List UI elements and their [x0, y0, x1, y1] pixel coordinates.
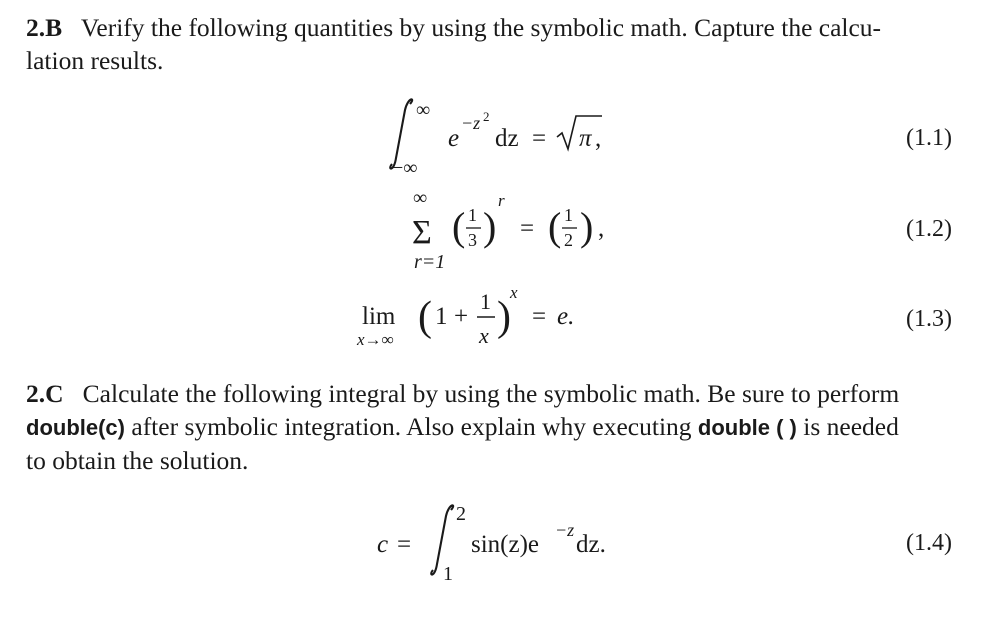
left-paren-2: ( [548, 204, 562, 249]
right-paren-2: ) [580, 204, 594, 249]
section-c-paragraph [26, 377, 954, 477]
integrand-exponent-power: 2 [483, 109, 490, 124]
sum-sigma: Σ [412, 214, 432, 251]
fraction-1-numerator: 1 [468, 205, 477, 225]
sqrt-argument: π [579, 125, 592, 152]
section-b-text-line1: Verify the following quantities by using the symbolic math. Capture the calcu- [80, 13, 882, 42]
integral-upper-limit: ∞ [416, 99, 431, 121]
right-paren-1: ) [483, 204, 497, 249]
equals-sign: = [520, 215, 535, 242]
integral-upper-limit: 2 [456, 503, 466, 525]
equation-number-1-2: (1.2) [906, 216, 952, 242]
code-double-c: double(c) [26, 415, 125, 440]
trailing-comma: , [598, 215, 605, 242]
equation-1-2 [398, 188, 638, 268]
left-paren: ( [418, 294, 432, 340]
fraction-numerator: 1 [480, 289, 491, 314]
integrand-exponent: −z [555, 520, 575, 540]
sum-exponent: r [498, 191, 505, 210]
equation-number-1-1: (1.1) [906, 125, 952, 151]
limit-rhs: e. [557, 303, 575, 330]
limit-operator: lim [362, 303, 396, 330]
trailing-comma: , [595, 125, 602, 152]
equation-1-1 [380, 96, 640, 176]
section-c-text-1: Calculate the following integral by using the symbolic math. Be sure to perform [82, 379, 900, 408]
lhs-variable: c [377, 531, 389, 558]
equation-1-3 [352, 282, 612, 362]
differential: dz [495, 125, 519, 152]
integrand-base: e [448, 125, 460, 152]
differential: dz. [576, 531, 606, 558]
equation-number-1-4: (1.4) [906, 530, 952, 556]
section-c-number: 2.C [26, 379, 64, 408]
integrand-exponent: −z [461, 113, 481, 133]
right-paren: ) [497, 294, 511, 340]
integral-lower-limit: 1 [443, 563, 453, 580]
sum-lower-limit: r=1 [414, 251, 446, 268]
integrand: sin(z)e [471, 531, 540, 558]
section-c-text-3: is needed [796, 412, 899, 441]
fraction-denominator: x [479, 323, 489, 348]
sum-upper-limit: ∞ [413, 188, 428, 209]
integral-lower-limit: −∞ [392, 157, 418, 176]
section-c-text-4: to obtain the solution. [26, 446, 249, 475]
one: 1 [435, 303, 448, 330]
fraction-2-denominator: 2 [564, 230, 573, 250]
section-b-text-line2: lation results. [26, 46, 164, 75]
code-double-empty: double ( ) [697, 415, 797, 440]
section-b-number: 2.B [26, 13, 63, 42]
equals-sign: = [397, 531, 412, 558]
equation-number-1-3: (1.3) [906, 306, 952, 332]
limit-subscript: x→∞ [357, 330, 394, 349]
section-b-paragraph [26, 11, 954, 77]
fraction-1-denominator: 3 [468, 230, 477, 250]
fraction-2-numerator: 1 [564, 205, 573, 225]
left-paren-1: ( [452, 204, 466, 249]
limit-exponent: x [510, 283, 518, 302]
equals-sign: = [532, 303, 547, 330]
equals-sign: = [532, 125, 547, 152]
equation-1-4 [372, 500, 632, 580]
section-c-text-2: after symbolic integration. Also explain why executing [125, 412, 698, 441]
plus-sign: + [454, 303, 469, 330]
